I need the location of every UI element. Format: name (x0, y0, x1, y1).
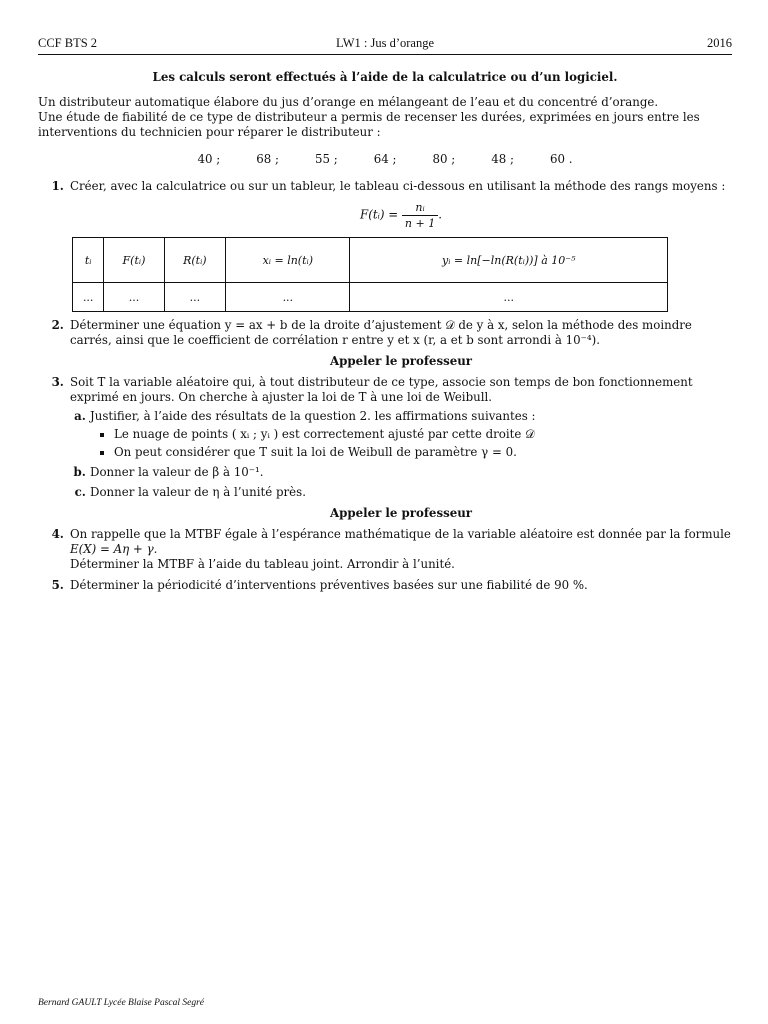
affirmation-item: ▪ Le nuage de points ( xᵢ ; yᵢ ) est correctement ajusté par cette droite 𝒟 (114, 427, 732, 442)
call-teacher-1: Appeler le professeur (329, 354, 473, 368)
affirmation-item: ▪ On peut considérer que T suit la loi de Weibull de paramètre γ = 0. (114, 445, 732, 460)
duration-value: 68 ; (256, 152, 279, 166)
question-2 (68, 318, 732, 369)
question-3-parts (70, 409, 732, 500)
question-3a-text: Justifier, à l’aide des résultats de la question 2. les affirmations suivantes : (90, 409, 536, 423)
question-3b: b. Donner la valeur de β à 10⁻¹. (90, 465, 732, 480)
durations-list (38, 152, 732, 167)
table-header-row (73, 238, 668, 283)
header-left: CCF BTS 2 (38, 36, 98, 50)
table-cell: ... (226, 283, 350, 312)
author-footer: Bernard GAULT Lycée Blaise Pascal Segré (38, 998, 205, 1008)
ranks-table (72, 237, 668, 312)
table-header-cell: yᵢ = ln[−ln(R(tᵢ))] à 10⁻⁵ (350, 238, 668, 283)
question-4-line-3: Déterminer la MTBF à l’aide du tableau joint. Arrondir à l’unité. (70, 557, 455, 571)
question-4 (68, 527, 732, 572)
formula-lhs: F(tᵢ) = (360, 207, 399, 222)
duration-value: 40 ; (197, 152, 221, 166)
header-title: LW1 : Jus d’orange (335, 36, 434, 50)
question-2-text: Déterminer une équation y = ax + b de la droite d’ajustement 𝒟 de y à x, selon la méthode des moindre carrés, ainsi que le coefficient de corrélation r entre y et x (r, a et b sont arrondi à 10⁻⁴). (70, 318, 692, 347)
question-1 (68, 179, 732, 312)
question-5-text: Déterminer la périodicité d’interventions préventives basées sur une fiabilité de 90 %. (70, 578, 588, 592)
calculator-notice: Les calculs seront effectués à l’aide de la calculatrice ou d’un logiciel. (152, 70, 618, 84)
duration-value: 48 ; (491, 152, 514, 166)
page-header (38, 36, 732, 55)
question-3a (90, 409, 732, 460)
duration-value: 55 ; (314, 152, 338, 166)
question-3-text: Soit T la variable aléatoire qui, à tout distributeur de ce type, associe son temps de bon fonctionnement exprimé en jours. On cherche à ajuster la loi de T à une loi de Weibull. (70, 375, 693, 404)
questions-list (38, 179, 732, 593)
table-cell: ... (164, 283, 226, 312)
header-year: 2016 (707, 36, 732, 50)
mean-rank-formula (70, 200, 732, 231)
duration-value: 64 ; (373, 152, 397, 166)
call-teacher-2: Appeler le professeur (329, 506, 473, 520)
question-3 (68, 375, 732, 521)
question-5 (68, 578, 732, 593)
table-row (73, 283, 668, 312)
intro-line-2: Une étude de fiabilité de ce type de distributeur a permis de recenser les durées, exprimées en jours entre les interventions du technicien pour réparer le distributeur : (38, 110, 700, 139)
table-header-cell: F(tᵢ) (104, 238, 164, 283)
question-1-text: Créer, avec la calculatrice ou sur un tableur, le tableau ci-dessous en utilisant la méthode des rangs moyens : (70, 179, 726, 193)
question-4-formula: E(X) = Aη + γ. (70, 542, 158, 556)
formula-numerator: nᵢ (402, 200, 438, 216)
formula-fraction (402, 200, 438, 231)
formula-end: . (438, 207, 442, 222)
table-cell: ... (104, 283, 164, 312)
intro-line-1: Un distributeur automatique élabore du jus d’orange en mélangeant de l’eau et du concentré d’orange. (38, 95, 659, 109)
table-cell: ... (350, 283, 668, 312)
duration-value: 80 ; (432, 152, 456, 166)
table-header-cell: xᵢ = ln(tᵢ) (226, 238, 350, 283)
table-header-cell: tᵢ (73, 238, 104, 283)
formula-denominator: n + 1 (404, 217, 436, 230)
question-3c: c. Donner la valeur de η à l’unité près. (90, 485, 732, 500)
question-4-line-1: 4. On rappelle que la MTBF égale à l’espérance mathématique de la variable aléatoire est donnée par la formule (70, 527, 731, 541)
intro (38, 95, 732, 140)
table-header-cell: R(tᵢ) (164, 238, 226, 283)
duration-value: 60 . (549, 152, 573, 166)
affirmations-list (90, 427, 732, 460)
document-body (38, 70, 732, 599)
table-cell: ... (73, 283, 104, 312)
